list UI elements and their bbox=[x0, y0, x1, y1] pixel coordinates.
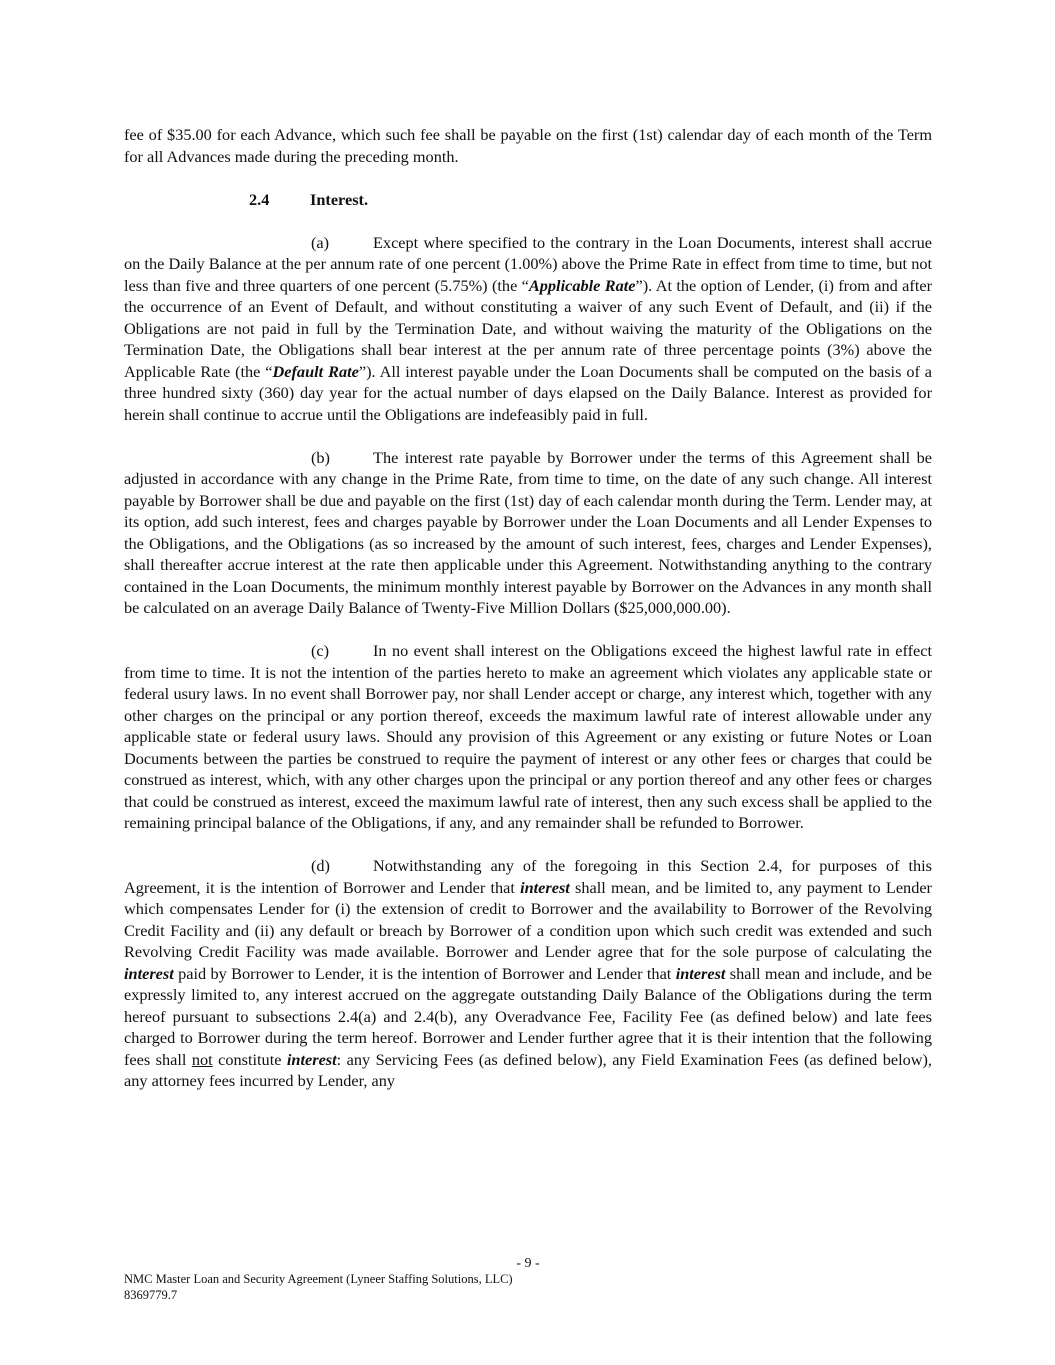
section-number: 2.4 bbox=[249, 189, 270, 209]
paragraph-d-text-3: paid by Borrower to Lender, it is the intention of Borrower and Lender that bbox=[173, 963, 676, 983]
paragraph-d-text-4: shall mean and include, and be expressly limited to, any interest accrued on the aggregate outstanding Daily Balance of the Obligations during the term hereof pursuant to subsections 2.4(a) and 2.4(b), any Overadvance Fee, Facility Fee (as defined below) and late fees charged to Borrower during the term hereof. Borrower and Lender further agree that it is their intention that the following fees shall bbox=[124, 963, 932, 1069]
section-title: Interest. bbox=[310, 189, 369, 209]
defined-term-interest: interest bbox=[286, 1049, 337, 1069]
page-body bbox=[124, 124, 932, 1092]
paragraph-a bbox=[124, 232, 932, 426]
paragraph-d-text-1: Notwithstanding any of the foregoing in this Section 2.4, for purposes of this Agreement, it is the intention of Borrower and Lender that bbox=[124, 856, 932, 897]
defined-term-interest: interest bbox=[675, 963, 726, 983]
paragraph-c bbox=[124, 640, 932, 834]
footer-document-title: NMC Master Loan and Security Agreement (Lyneer Staffing Solutions, LLC) bbox=[124, 1272, 513, 1286]
underlined-not: not bbox=[191, 1049, 213, 1069]
defined-term-applicable-rate: Applicable Rate bbox=[528, 275, 636, 295]
paragraph-a-text-2: ”). At the option of Lender, (i) from and after the occurrence of an Event of Default, and without constituting a waiver of any such Event of Default, and (ii) if the Obligations are not paid in full by the Termination Date, and without waiving the maturity of the Obligations on the Termination Date, the Obligations shall bear interest at the per annum rate of three percentage points (3%) above the Applicable Rate (the “ bbox=[124, 275, 932, 381]
section-heading bbox=[124, 189, 932, 211]
paragraph-c-text: In no event shall interest on the Obligations exceed the highest lawful rate in effect from time to time. It is not the intention of the parties hereto to make an agreement which violates any applicable state or federal usury laws. In no event shall Borrower pay, nor shall Lender accept or charge, any interest which, together with any other charges on the principal or any portion thereof, exceeds the maximum lawful rate of interest allowable under any applicable state or federal usury laws. Should any provision of this Agreement or any existing or future Notes or Loan Documents between the parties be construed to require the payment of interest or any other fees or charges that could be construed as interest, which, with any other charges upon the principal or any portion thereof and any other fees or charges that could be construed as interest, exceed the maximum lawful rate of interest, then any such excess shall be applied to the remaining principal balance of the Obligations, if any, and any remainder shall be refunded to Borrower. bbox=[124, 641, 932, 832]
paragraph-d-text-6: : any Servicing Fees (as defined below), any Field Examination Fees (as defined below), any attorney fees incurred by Lender, any bbox=[124, 1049, 933, 1090]
page-footer bbox=[124, 1256, 932, 1303]
paragraph-b-label: (b) bbox=[311, 447, 330, 467]
paragraph-d bbox=[124, 855, 932, 1092]
paragraph-b-text: The interest rate payable by Borrower under the terms of this Agreement shall be adjusted in accordance with any change in the Prime Rate, from time to time, on the date of any such change. All interest payable by Borrower shall be due and payable on the first (1st) day of each calendar month during the Term. Lender may, at its option, add such interest, fees and charges payable by Borrower under the Loan Documents and all Lender Expenses to the Obligations, and the Obligations (as so increased by the amount of such interest, fees, charges and Lender Expenses), shall thereafter accrue interest at the rate then applicable under this Agreement. Notwithstanding anything to the contrary contained in the Loan Documents, the minimum monthly interest payable by Borrower on the Advances in any month shall be calculated on an average Daily Balance of Twenty-Five Million Dollars ($25,000,000.00). bbox=[124, 447, 932, 617]
paragraph-d-text-2: shall mean, and be limited to, any payment to Lender which compensates Lender for (i) the extension of credit to Borrower and the availability to Borrower of the Revolving Credit Facility and (ii) any default or breach by Borrower of a condition upon which such credit was extended and such Revolving Credit Facility was made available. Borrower and Lender agree that for the sole purpose of calculating the bbox=[124, 877, 932, 961]
defined-term-default-rate: Default Rate bbox=[272, 361, 359, 381]
paragraph-a-text-1: Except where specified to the contrary in the Loan Documents, interest shall accrue on the Daily Balance at the per annum rate of one percent (1.00%) above the Prime Rate in effect from time to time, but not less than five and three quarters of one percent (5.75%) (the “ bbox=[124, 232, 932, 295]
paragraph-d-text-5: constitute bbox=[212, 1049, 287, 1069]
paragraph-a-text-3: ”). All interest payable under the Loan Documents shall be computed on the basis of a three hundred sixty (360) day year for the actual number of days elapsed on the Daily Balance. Interest as provided for herein shall continue to accrue until the Obligations are indefeasibly paid in full. bbox=[124, 361, 933, 424]
page-number: - 9 - bbox=[516, 1256, 540, 1271]
defined-term-interest: interest bbox=[520, 877, 570, 897]
paragraph-c-label: (c) bbox=[311, 641, 330, 660]
intro-paragraph: fee of $35.00 for each Advance, which such fee shall be payable on the first (1st) calendar day of each month of the Term for all Advances made during the preceding month. bbox=[124, 125, 932, 166]
paragraph-b bbox=[124, 447, 932, 619]
paragraph-d-label: (d) bbox=[311, 856, 330, 875]
paragraph-a-label: (a) bbox=[311, 232, 330, 252]
defined-term-interest: interest bbox=[124, 963, 174, 983]
footer-document-id: 8369779.7 bbox=[124, 1287, 178, 1302]
